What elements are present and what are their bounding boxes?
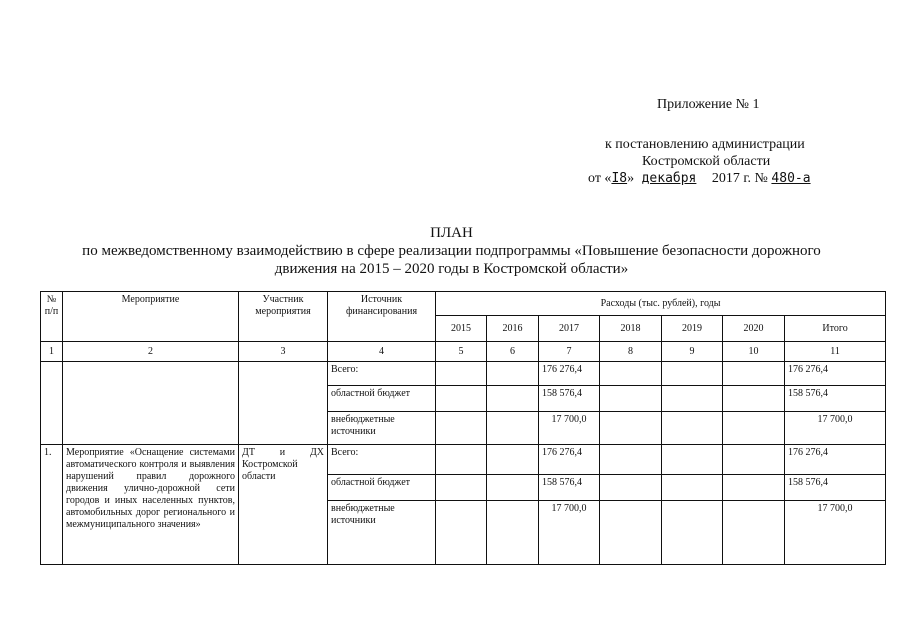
value-cell xyxy=(723,475,785,501)
value-cell-total: 158 576,4 xyxy=(785,475,886,501)
header-num: № п/п xyxy=(41,292,63,342)
source-cell: внебюджетные источники xyxy=(328,412,436,445)
value-cell-total: 158 576,4 xyxy=(785,386,886,412)
value-cell xyxy=(487,475,539,501)
col-number: 10 xyxy=(723,342,785,362)
value-cell-total: 17 700,0 xyxy=(785,412,886,445)
resolution-line: к постановлению администрации xyxy=(605,137,805,152)
value-cell xyxy=(723,362,785,386)
value-cell xyxy=(436,362,487,386)
header-year-2016: 2016 xyxy=(487,316,539,342)
document-subtitle-line2: движения на 2015 – 2020 годы в Костромской области» xyxy=(274,261,629,277)
value-cell-total: 17 700,0 xyxy=(785,501,886,565)
value-cell xyxy=(662,362,723,386)
date-year: 2017 г. № xyxy=(711,171,768,186)
value-cell xyxy=(662,445,723,475)
value-cell xyxy=(723,386,785,412)
col-number: 1 xyxy=(41,342,63,362)
value-cell xyxy=(436,475,487,501)
value-cell xyxy=(600,362,662,386)
plan-table xyxy=(40,291,886,565)
source-cell: Всего: xyxy=(328,445,436,475)
date-number: 480-а xyxy=(771,171,811,186)
value-cell xyxy=(723,412,785,445)
col-number: 7 xyxy=(539,342,600,362)
document-subtitle-line1: по межведомственному взаимодействию в сфере реализации подпрограммы «Повышение безопасности дорожного xyxy=(82,243,821,259)
value-cell-2017: 17 700,0 xyxy=(539,412,600,445)
header-year-2015: 2015 xyxy=(436,316,487,342)
date-day: I8 xyxy=(611,171,628,186)
col-number: 5 xyxy=(436,342,487,362)
table-row xyxy=(41,445,886,475)
value-cell-2017: 176 276,4 xyxy=(539,362,600,386)
value-cell xyxy=(436,501,487,565)
total-activity-cell xyxy=(63,362,239,445)
value-cell-2017: 176 276,4 xyxy=(539,445,600,475)
value-cell xyxy=(723,501,785,565)
table-row xyxy=(41,362,886,386)
value-cell xyxy=(487,386,539,412)
value-cell xyxy=(487,501,539,565)
header-row xyxy=(41,292,886,316)
value-cell xyxy=(436,386,487,412)
total-participant-cell xyxy=(239,362,328,445)
value-cell xyxy=(600,475,662,501)
source-cell: областной бюджет xyxy=(328,475,436,501)
header-year-2019: 2019 xyxy=(662,316,723,342)
value-cell xyxy=(487,445,539,475)
source-cell: внебюджетные источники xyxy=(328,501,436,565)
col-number: 3 xyxy=(239,342,328,362)
value-cell xyxy=(436,412,487,445)
total-num-cell xyxy=(41,362,63,445)
date-month: декабря xyxy=(641,171,697,186)
header-year-2018: 2018 xyxy=(600,316,662,342)
col-number: 6 xyxy=(487,342,539,362)
appendix-label: Приложение № 1 xyxy=(657,97,760,112)
value-cell xyxy=(600,445,662,475)
resolution-date xyxy=(588,170,811,188)
value-cell xyxy=(487,412,539,445)
value-cell xyxy=(662,412,723,445)
header-source: Источник финансирования xyxy=(328,292,436,342)
value-cell xyxy=(662,501,723,565)
source-cell: областной бюджет xyxy=(328,386,436,412)
header-activity: Мероприятие xyxy=(63,292,239,342)
item-participant-cell: ДТ и ДХ Костромской области xyxy=(239,445,328,565)
item-activity-cell: Мероприятие «Оснащение системами автоматического контроля и выявления нарушений правил дорожного движения улично-дорожной сети городов и иных населенных пунктов, автомобильных дорог регионального и межмуниципального значения» xyxy=(63,445,239,565)
value-cell xyxy=(600,412,662,445)
date-prefix: от « xyxy=(588,171,612,186)
value-cell xyxy=(662,386,723,412)
value-cell-2017: 158 576,4 xyxy=(539,386,600,412)
value-cell-total: 176 276,4 xyxy=(785,445,886,475)
item-num-cell: 1. xyxy=(41,445,63,565)
header-expenses: Расходы (тыс. рублей), годы xyxy=(436,292,886,316)
header-year-2017: 2017 xyxy=(539,316,600,342)
value-cell xyxy=(600,501,662,565)
value-cell xyxy=(723,445,785,475)
value-cell xyxy=(600,386,662,412)
col-number: 2 xyxy=(63,342,239,362)
value-cell-total: 176 276,4 xyxy=(785,362,886,386)
header-year-2020: 2020 xyxy=(723,316,785,342)
value-cell xyxy=(662,475,723,501)
value-cell xyxy=(487,362,539,386)
col-number: 4 xyxy=(328,342,436,362)
value-cell-2017: 17 700,0 xyxy=(539,501,600,565)
date-mid: » xyxy=(627,171,635,186)
value-cell xyxy=(436,445,487,475)
col-number: 8 xyxy=(600,342,662,362)
col-number: 9 xyxy=(662,342,723,362)
header-participant: Участник мероприятия xyxy=(239,292,328,342)
header-total: Итого xyxy=(785,316,886,342)
column-numbers-row xyxy=(41,342,886,362)
value-cell-2017: 158 576,4 xyxy=(539,475,600,501)
col-number: 11 xyxy=(785,342,886,362)
region-line: Костромской области xyxy=(642,154,771,169)
source-cell: Всего: xyxy=(328,362,436,386)
document-title: ПЛАН xyxy=(430,225,473,241)
